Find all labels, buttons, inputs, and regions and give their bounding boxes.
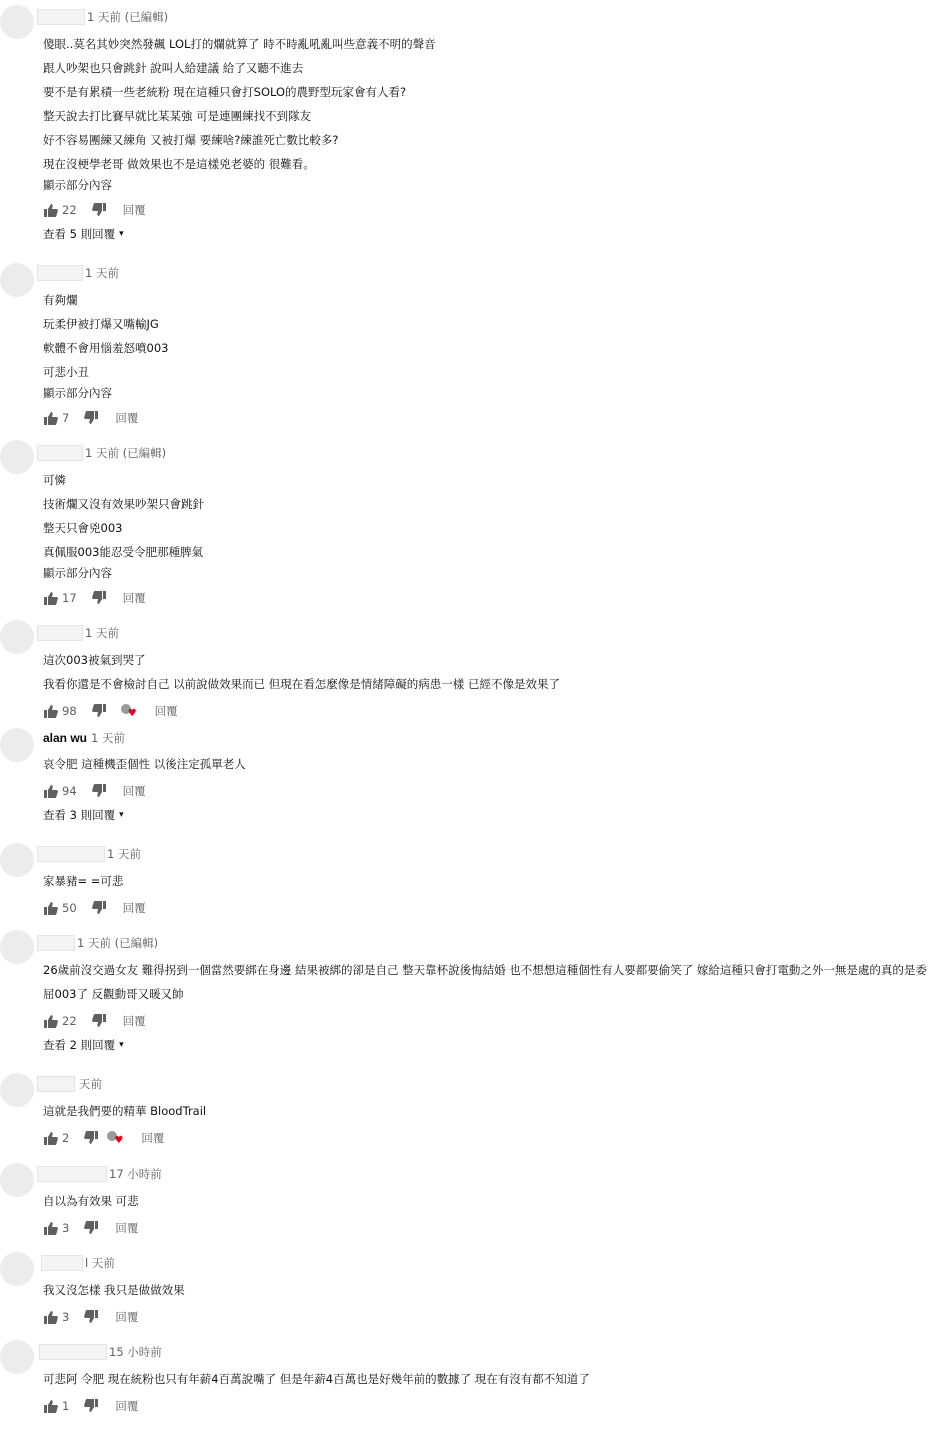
- avatar[interactable]: [0, 263, 34, 297]
- avatar[interactable]: [0, 1163, 34, 1197]
- thumbs-up-icon[interactable]: [43, 703, 59, 719]
- view-replies-button[interactable]: [43, 1037, 124, 1053]
- comment-line: 可悲小丑: [43, 365, 89, 379]
- avatar[interactable]: [0, 930, 34, 964]
- creator-heart-icon: ♥: [121, 703, 139, 719]
- comment-line: 家暴豬= =可悲: [43, 874, 124, 888]
- redacted-author: [41, 1255, 83, 1271]
- comment-line: 可憐: [43, 473, 66, 487]
- thumbs-down-icon[interactable]: [91, 703, 107, 719]
- comment-header: [37, 935, 158, 951]
- comment-line: 哀令肥 這種機歪個性 以後注定孤單老人: [43, 757, 246, 771]
- show-more-link[interactable]: 顯示部分內容: [43, 566, 112, 580]
- redacted-author: [37, 625, 83, 641]
- like-count: 1: [62, 1399, 70, 1413]
- comment-time: 15 小時前: [109, 1345, 162, 1359]
- thumbs-up-icon[interactable]: [43, 410, 59, 426]
- comment-actions: [43, 410, 138, 426]
- comment-line: 玩柔伊被打爆又嘴輸JG: [43, 317, 159, 331]
- like-count: 3: [62, 1310, 70, 1324]
- thumbs-up-icon[interactable]: [43, 900, 59, 916]
- thumbs-down-icon[interactable]: [83, 1398, 99, 1414]
- comment-actions: [43, 1130, 164, 1146]
- like-count: 94: [62, 784, 77, 798]
- avatar[interactable]: [0, 1073, 34, 1107]
- comment-actions: [43, 590, 146, 606]
- view-replies-label: 查看 5 則回覆: [43, 227, 116, 241]
- creator-heart-icon: ♥: [107, 1130, 125, 1146]
- reply-button[interactable]: 回覆: [122, 1014, 146, 1028]
- comment-line: 真佩服003能忍受令肥那種脾氣: [43, 545, 203, 559]
- view-replies-label: 查看 3 則回覆: [43, 808, 116, 822]
- like-count: 50: [62, 901, 77, 915]
- comment-time: l 天前: [85, 1256, 115, 1270]
- thumbs-up-icon[interactable]: [43, 1398, 59, 1414]
- redacted-author: [39, 1344, 107, 1360]
- thumbs-down-icon[interactable]: [91, 1013, 107, 1029]
- thumbs-up-icon[interactable]: [43, 202, 59, 218]
- comment-time: 1 天前: [107, 847, 141, 861]
- comment-line: 技術爛又沒有效果吵架只會跳針: [43, 497, 204, 511]
- comment-time: 1 天前: [85, 626, 119, 640]
- comment-actions: [43, 1398, 138, 1414]
- comment-line: 這就是我們要的精華 BloodTrail: [43, 1104, 207, 1118]
- thumbs-down-icon[interactable]: [91, 900, 107, 916]
- view-replies-button[interactable]: [43, 226, 124, 242]
- avatar[interactable]: [0, 440, 34, 474]
- like-count: 22: [62, 203, 77, 217]
- reply-button[interactable]: 回覆: [115, 411, 139, 425]
- comment-line: 我看你還是不會檢討自己 以前說做效果而已 但現在看怎麼像是情緒障礙的病患一樣 已經不像是效果了: [43, 677, 560, 691]
- comment-header: [41, 1255, 115, 1271]
- comment-header: [37, 265, 119, 281]
- thumbs-up-icon[interactable]: [43, 783, 59, 799]
- like-count: 2: [62, 1131, 70, 1145]
- avatar[interactable]: [0, 1252, 34, 1286]
- comment-line: 可悲阿 令肥 現在統粉也只有年薪4百萬說嘴了 但是年薪4百萬也是好幾年前的數據了 現在有沒有都不知道了: [43, 1372, 590, 1386]
- reply-button[interactable]: 回覆: [122, 203, 146, 217]
- comment-header: [37, 445, 166, 461]
- view-replies-button[interactable]: [43, 807, 124, 823]
- comment-actions: [43, 783, 146, 799]
- comment-author[interactable]: alan wu: [43, 731, 88, 745]
- chevron-down-icon: ▾: [119, 229, 124, 239]
- reply-button[interactable]: 回覆: [115, 1399, 139, 1413]
- thumbs-up-icon[interactable]: [43, 590, 59, 606]
- comment-line: 我又沒怎樣 我只是做做效果: [43, 1283, 185, 1297]
- comment-actions: [43, 703, 178, 719]
- redacted-author: [37, 445, 83, 461]
- thumbs-down-icon[interactable]: [83, 1130, 99, 1146]
- redacted-author: [37, 9, 85, 25]
- thumbs-down-icon[interactable]: [91, 783, 107, 799]
- like-count: 3: [62, 1221, 70, 1235]
- reply-button[interactable]: 回覆: [122, 784, 146, 798]
- avatar[interactable]: [0, 1340, 34, 1374]
- comment-time: 1 天前: [85, 266, 119, 280]
- comment-header: [37, 1166, 162, 1182]
- comment-header: [39, 1344, 162, 1360]
- comment-line: 傻眼..莫名其妙突然發飆 LOL打的爛就算了 時不時亂吼亂叫些意義不明的聲音: [43, 37, 436, 51]
- comment-line: 現在沒梗學老哥 做效果也不是這樣兇老婆的 很難看。: [43, 157, 315, 171]
- like-count: 22: [62, 1014, 77, 1028]
- avatar[interactable]: [0, 620, 34, 654]
- comment-line: 整天只會兇003: [43, 521, 123, 535]
- comment-header: [37, 9, 168, 25]
- redacted-author: [37, 1166, 107, 1182]
- comment-line: 好不容易團練又練角 又被打爆 要練啥?練誰死亡數比較多?: [43, 133, 339, 147]
- reply-button[interactable]: 回覆: [122, 591, 146, 605]
- reply-button[interactable]: 回覆: [115, 1221, 139, 1235]
- reply-button[interactable]: 回覆: [154, 704, 178, 718]
- avatar[interactable]: [0, 843, 34, 877]
- comment-line: 這次003被氣到哭了: [43, 653, 146, 667]
- thumbs-down-icon[interactable]: [83, 410, 99, 426]
- redacted-author: [37, 1076, 75, 1092]
- avatar[interactable]: [0, 5, 34, 39]
- thumbs-up-icon[interactable]: [43, 1220, 59, 1236]
- comment-line: 跟人吵架也只會跳針 說叫人給建議 給了又聽不進去: [43, 61, 304, 75]
- comment-actions: [43, 1220, 138, 1236]
- comment-actions: [43, 900, 146, 916]
- comment-header: [37, 846, 141, 862]
- thumbs-down-icon[interactable]: [91, 590, 107, 606]
- comment-header: [43, 730, 125, 746]
- comment-header: [37, 625, 119, 641]
- redacted-author: [37, 265, 83, 281]
- comment-line: 要不是有累積一些老統粉 現在這種只會打SOLO的農野型玩家會有人看?: [43, 85, 407, 99]
- redacted-author: [37, 935, 75, 951]
- comment-time: 1 天前 (已編輯): [77, 936, 159, 950]
- comment-actions: [43, 202, 146, 218]
- redacted-author: [37, 846, 105, 862]
- thumbs-down-icon[interactable]: [83, 1309, 99, 1325]
- comment-time: 天前: [79, 1077, 102, 1091]
- comment-time: 17 小時前: [109, 1167, 162, 1181]
- show-more-link[interactable]: 顯示部分內容: [43, 386, 112, 400]
- comment-text: 26歲前沒交過女友 難得拐到一個當然要綁在身邊 結果被綁的卻是自己 整天靠杯說後悔結婚 也不想想這種個性有人要都要偷笑了 嫁給這種只會打電動之外一無是處的真的是委屈003了 反觀動哥又暖又帥: [43, 963, 927, 1001]
- thumbs-up-icon[interactable]: [43, 1130, 59, 1146]
- reply-button[interactable]: 回覆: [122, 901, 146, 915]
- thumbs-down-icon[interactable]: [83, 1220, 99, 1236]
- like-count: 98: [62, 704, 77, 718]
- comment-line: 整天說去打比賽早就比某某強 可是連團練找不到隊友: [43, 109, 312, 123]
- comment-actions: [43, 1013, 146, 1029]
- comment-time: 1 天前 (已編輯): [85, 446, 167, 460]
- thumbs-up-icon[interactable]: [43, 1309, 59, 1325]
- like-count: 7: [62, 411, 70, 425]
- reply-button[interactable]: 回覆: [141, 1131, 165, 1145]
- comment-line: 有夠爛: [43, 293, 78, 307]
- show-more-link[interactable]: 顯示部分內容: [43, 178, 112, 192]
- thumbs-down-icon[interactable]: [91, 202, 107, 218]
- comment-line: 自以為有效果 可悲: [43, 1194, 139, 1208]
- chevron-down-icon: ▾: [119, 810, 124, 820]
- view-replies-label: 查看 2 則回覆: [43, 1038, 116, 1052]
- avatar[interactable]: [0, 728, 34, 762]
- thumbs-up-icon[interactable]: [43, 1013, 59, 1029]
- comment-actions: [43, 1309, 138, 1325]
- comment-line: 軟體不會用惱羞怒噴003: [43, 341, 169, 355]
- comment-time: 1 天前 (已編輯): [87, 10, 169, 24]
- comment-header: [37, 1076, 102, 1092]
- reply-button[interactable]: 回覆: [115, 1310, 139, 1324]
- like-count: 17: [62, 591, 77, 605]
- chevron-down-icon: ▾: [119, 1040, 124, 1050]
- comment-time: 1 天前: [91, 731, 125, 745]
